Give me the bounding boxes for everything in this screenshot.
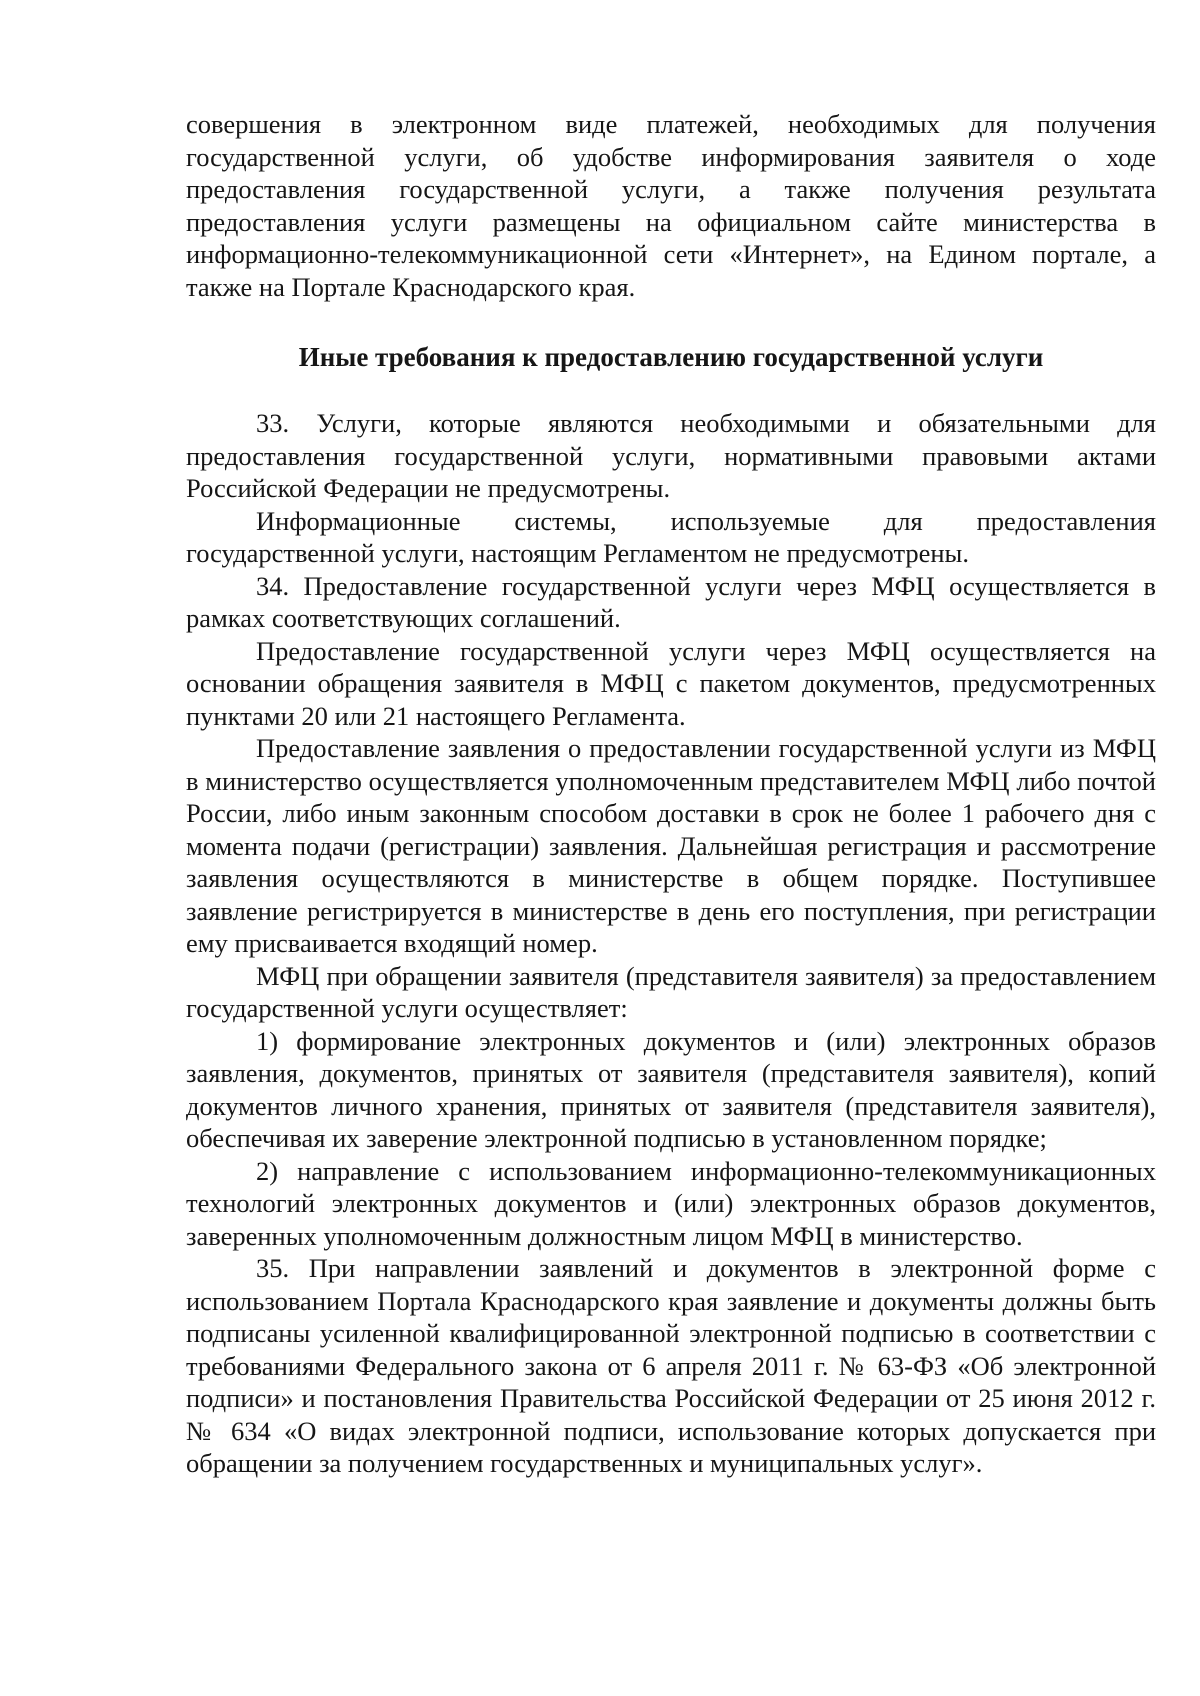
spacer — [186, 303, 1156, 341]
section-heading: Иные требования к предоставлению государственной услуги — [298, 342, 1044, 372]
paragraph-33: 33. Услуги, которые являются необходимыми и обязательными для предоставления государственной услуги, нормативными правовыми актами Российской Федерации не предусмотрены. — [186, 408, 1156, 503]
spacer — [186, 373, 1156, 407]
paragraph-34: 34. Предоставление государственной услуги через МФЦ осуществляется в рамках соответствующих соглашений. — [186, 570, 1156, 633]
paragraph-35: 35. При направлении заявлений и документов в электронной форме с использованием Портала Краснодарского края заявление и документы должны быть подписаны усиленной квалифицированной электронной подписью в соответствии с требованиями Федерального закона от 6 апреля 2011 г. № 63-ФЗ «Об электронной подписи» и постановления Правительства Российской Федерации от 25 июня 2012 г. № 634 «О видах электронной подписи, использование которых допускается при обращении за получением государственных и муниципальных услуг». — [186, 1253, 1156, 1478]
intro-paragraph: совершения в электронном виде платежей, необходимых для получения государственной услуги, об удобстве информирования заявителя о ходе предоставления государственной услуги, а также получения результата предоставления услуги размещены на официальном сайте министерства в информационно-телекоммуникационной сети «Интернет», на Едином портале, а также на Портале Краснодарского края. — [186, 109, 1156, 302]
paragraph-mfc-basis: Предоставление государственной услуги через МФЦ осуществляется на основании обращения заявителя в МФЦ с пакетом документов, предусмотренных пунктами 20 или 21 настоящего Регламента. — [186, 635, 1156, 731]
list-item-2: 2) направление с использованием информационно-телекоммуникационных технологий электронных документов и (или) электронных образов документов, заверенных уполномоченным должностным лицом МФЦ в министерство. — [186, 1155, 1156, 1251]
paragraph-mfc-duties: МФЦ при обращении заявителя (представителя заявителя) за предоставлением государственной услуги осуществляет: — [186, 960, 1156, 1023]
paragraph-mfc-delivery: Предоставление заявления о предоставлении государственной услуги из МФЦ в министерство осуществляется уполномоченным представителем МФЦ либо почтой России, либо иным законным способом доставки в срок не более 1 рабочего дня с момента подачи (регистрации) заявления. Дальнейшая регистрация и рассмотрение заявления осуществляются в министерстве в общем порядке. Поступившее заявление регистрируется в министерстве в день его поступления, при регистрации ему присваивается входящий номер. — [186, 733, 1156, 958]
list-item-1: 1) формирование электронных документов и (или) электронных образов заявления, документов, принятых от заявителя (представителя заявителя), копий документов личного хранения, принятых от заявителя (представителя заявителя), обеспечивая их заверение электронной подписью в установленном порядке; — [186, 1025, 1156, 1153]
paragraph-information-systems: Информационные системы, используемые для предоставления государственной услуги, настоящим Регламентом не предусмотрены. — [186, 505, 1156, 568]
document-page — [186, 108, 1156, 1480]
